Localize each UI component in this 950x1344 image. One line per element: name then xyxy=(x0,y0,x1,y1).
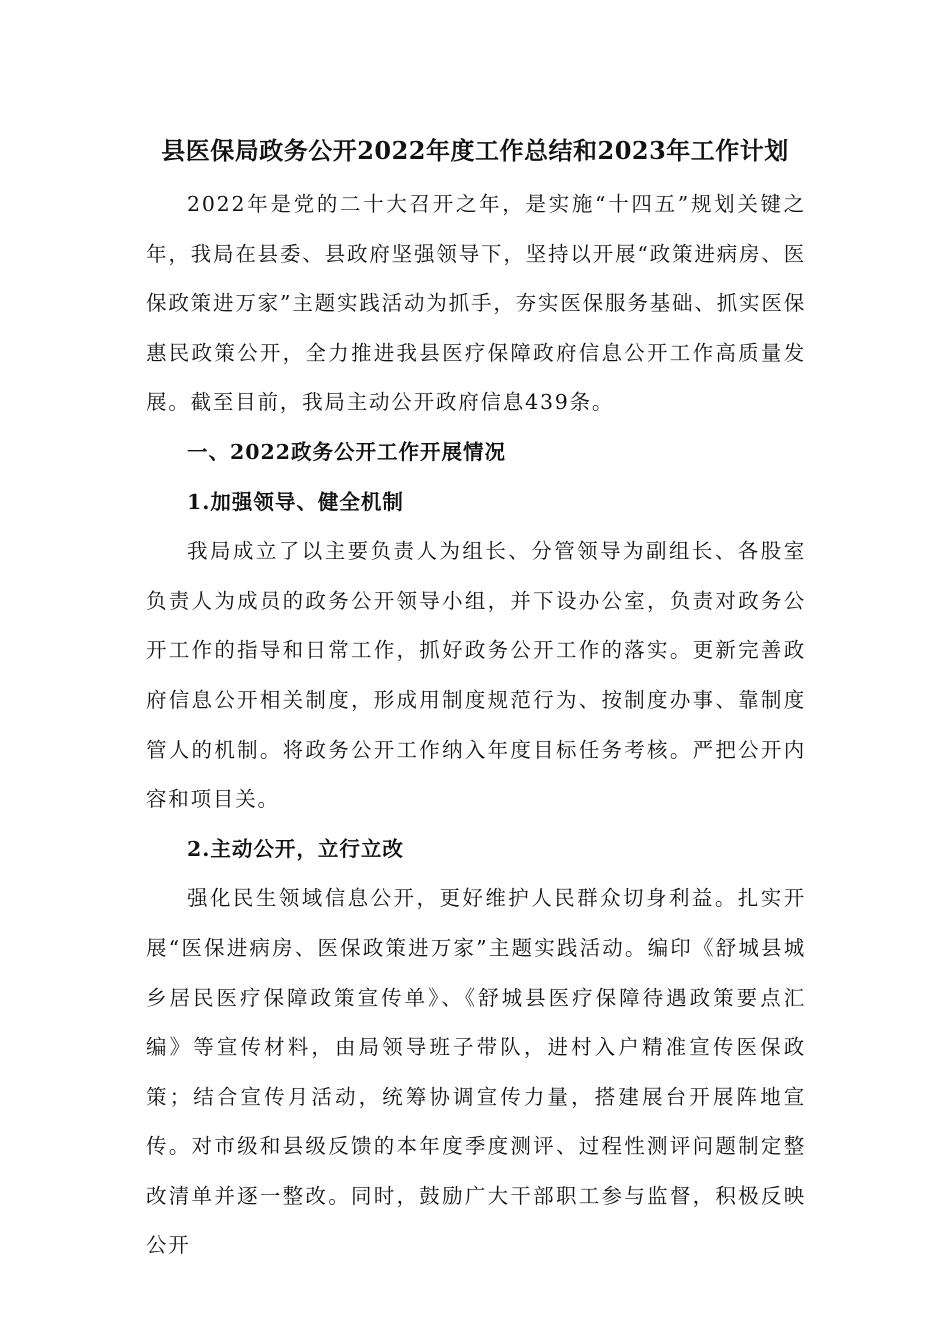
subsection-paragraph-1: 我局成立了以主要负责人为组长、分管领导为副组长、各股室负责人为成员的政务公开领导小组，并下设办公室，负责对政务公开工作的指导和日常工作，抓好政务公开工作的落实。更新完善政府信息公开相关制度，形成用制度规范行为、按制度办事、靠制度管人的机制。将政务公开工作纳入年度目标任务考核。严把公开内容和项目关。 xyxy=(146,539,806,812)
subsection-heading-2: 2.主动公开，立行立改 xyxy=(187,836,404,861)
subsection-heading-1: 1.加强领导、健全机制 xyxy=(187,489,404,514)
document-body xyxy=(146,180,806,1271)
subsection-paragraph-2: 强化民生领域信息公开，更好维护人民群众切身利益。扎实开展“医保进病房、医保政策进万家”主题实践活动。编印《舒城县城乡居民医疗保障政策宣传单》、《舒城县医疗保障待遇政策要点汇编》等宣传材料，由局领导班子带队，进村入户精准宣传医保政策；结合宣传月活动，统筹协调宣传力量，搭建展台开展阵地宣传。对市级和县级反馈的本年度季度测评、过程性测评问题制定整改清单并逐一整改。同时，鼓励广大干部职工参与监督，积极反映公开 xyxy=(146,886,806,1258)
section-heading-1: 一、2022政务公开工作开展情况 xyxy=(187,439,507,464)
intro-paragraph: 2022年是党的二十大召开之年，是实施“十四五”规划关键之年，我局在县委、县政府坚强领导下，坚持以开展“政策进病房、医保政策进万家”主题实践活动为抓手，夯实医保服务基础、抓实医保惠民政策公开，全力推进我县医疗保障政府信息公开工作高质量发展。截至目前，我局主动公开政府信息439条。 xyxy=(146,192,806,415)
document-title: 县医保局政务公开2022年度工作总结和2023年工作计划 xyxy=(161,136,789,165)
